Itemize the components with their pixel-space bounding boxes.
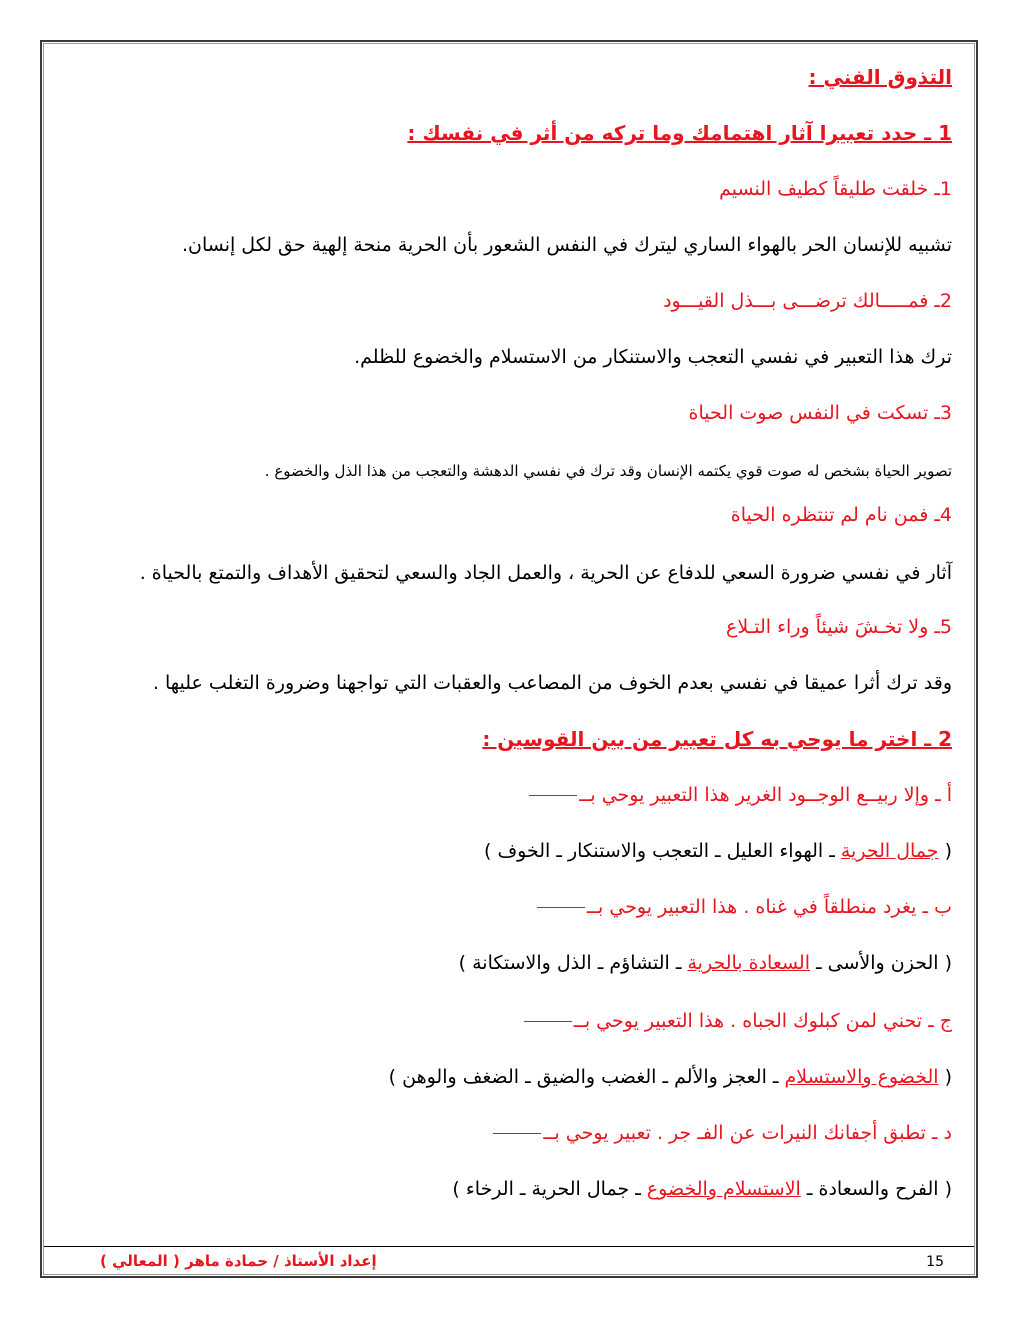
q1-answer-4: آثار في نفسي ضرورة السعي للدفاع عن الحرية ، والعمل الجاد والسعي لتحقيق الأهداف والتمتع بالحياة . xyxy=(139,562,952,584)
q2-options-b: ( الحزن والأسى ـ السعادة بالحرية ـ التشاؤم ـ الذل والاستكانة ) xyxy=(458,952,952,974)
q1-answer-2: ترك هذا التعبير في نفسي التعجب والاستنكار من الاستسلام والخضوع للظلم. xyxy=(354,346,952,368)
paren-open: ( xyxy=(944,1066,952,1088)
q2-option-c4: الضغف والوهن xyxy=(402,1066,520,1088)
q1-quote-1: 1ـ خلقت طليقاً كطيف النسيم xyxy=(719,178,952,200)
q2-option-d4: الرخاء xyxy=(465,1178,514,1200)
question-1-heading: 1 ـ حدد تعبيرا آثار اهتمامك وما تركه من أثر في نفسك : xyxy=(407,121,952,145)
q2-prompt-d xyxy=(493,1120,952,1146)
q2-prompt-c-text: ج ـ تحني لمن كبلوك الجباه . هذا التعبير يوحي بــ xyxy=(573,1010,952,1032)
q2-option-c1-correct: الخضوع والاستسلام xyxy=(784,1066,939,1088)
footer-author: إعداد الأستاذ / حمادة ماهر ( المعالي ) xyxy=(100,1252,377,1270)
q2-prompt-b xyxy=(537,894,952,920)
paren-open: ( xyxy=(944,952,952,974)
paren-close: ) xyxy=(388,1066,397,1088)
q2-option-c3: الغضب والضيق xyxy=(536,1066,657,1088)
question-2-heading: 2 ـ اختر ما يوحي به كل تعبير من بين القوسين : xyxy=(482,727,952,751)
q2-option-a3: التعجب والاستنكار xyxy=(567,840,710,862)
prompt-dash xyxy=(529,795,577,796)
q2-prompt-c xyxy=(524,1008,952,1034)
q1-answer-5: وقد ترك أثرا عميقا في نفسي بعدم الخوف من المصاعب والعقبات التي تواجهنا وضرورة التغلب عليها . xyxy=(152,672,952,694)
q2-prompt-a xyxy=(529,782,952,808)
q1-answer-1: تشبيه للإنسان الحر بالهواء الساري ليترك في النفس الشعور بأن الحرية منحة إلهية حق لكل إنسان. xyxy=(181,234,952,256)
q2-option-b2-correct: السعادة بالحرية xyxy=(687,952,811,974)
q1-quote-4: 4ـ فمن نام لم تنتظره الحياة xyxy=(730,504,952,526)
prompt-dash xyxy=(537,907,585,908)
q2-options-c: ( الخضوع والاستسلام ـ العجز والألم ـ الغضب والضيق ـ الضغف والوهن ) xyxy=(388,1066,952,1088)
page-number: 15 xyxy=(926,1254,944,1270)
prompt-dash xyxy=(493,1133,541,1134)
q2-option-d3: جمال الحرية xyxy=(531,1178,630,1200)
q2-prompt-d-text: د ـ تطبق أجفانك النيرات عن الفـ جر . تعبير يوحي بــ xyxy=(543,1122,952,1144)
q2-options-a: ( جمال الحرية ـ الهواء العليل ـ التعجب والاستنكار ـ الخوف ) xyxy=(483,840,952,862)
q1-quote-3: 3ـ تسكت في النفس صوت الحياة xyxy=(688,402,952,424)
q1-answer-3: تصوير الحياة بشخص له صوت قوي يكتمه الإنسان وقد ترك في نفسي الدهشة والتعجب من هذا الذل والخضوع . xyxy=(264,462,952,480)
q1-quote-2: 2ـ فمـــــالك ترضـــى بـــذل القيـــود xyxy=(663,290,952,312)
q2-option-c2: العجز والألم xyxy=(674,1066,767,1088)
page-border-inner xyxy=(43,43,975,1275)
paren-open: ( xyxy=(944,840,952,862)
prompt-dash xyxy=(524,1021,572,1022)
q2-option-d1: الفرح والسعادة xyxy=(818,1178,939,1200)
paren-open: ( xyxy=(944,1178,952,1200)
q2-option-a4: الخوف xyxy=(497,840,551,862)
q2-options-d: ( الفرح والسعادة ـ الاستسلام والخضوع ـ جمال الحرية ـ الرخاء ) xyxy=(452,1178,952,1200)
footer-divider xyxy=(44,1246,974,1247)
q2-option-a1-correct: جمال الحرية xyxy=(840,840,939,862)
q2-prompt-b-text: ب ـ يغرد منطلقاً في غناه . هذا التعبير يوحي بــ xyxy=(586,896,952,918)
q2-option-d2-correct: الاستسلام والخضوع xyxy=(646,1178,801,1200)
q2-option-a2: الهواء العليل xyxy=(726,840,824,862)
paren-close: ) xyxy=(458,952,467,974)
paren-close: ) xyxy=(452,1178,460,1200)
q1-quote-5: 5ـ ولا تخـشَ شيئاً وراء التـلاع xyxy=(726,616,952,638)
q2-option-b3: التشاؤم xyxy=(609,952,670,974)
q2-option-b1: الحزن والأسى xyxy=(827,952,939,974)
section-title: التذوق الفني : xyxy=(808,65,952,89)
q2-prompt-a-text: أ ـ وإلا ربيــع الوجــود الغرير هذا التعبير يوحي بــ xyxy=(579,784,952,806)
q2-option-b4: الذل والاستكانة xyxy=(472,952,592,974)
paren-close: ) xyxy=(483,840,492,862)
